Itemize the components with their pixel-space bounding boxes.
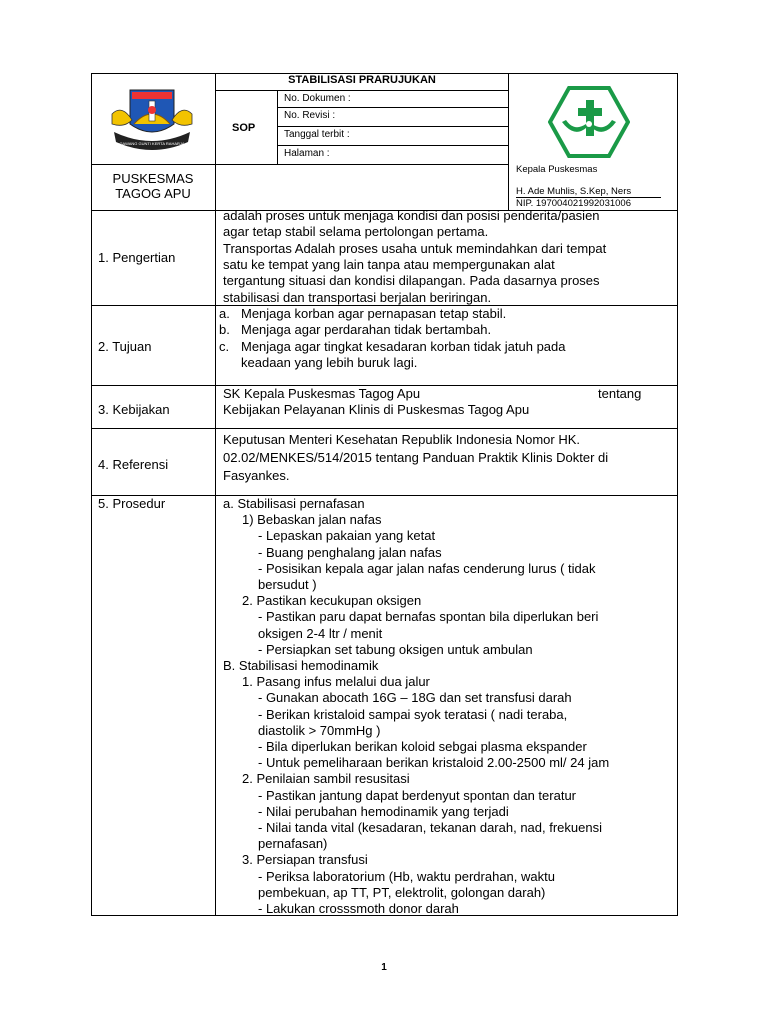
referensi-line: 02.02/MENKES/514/2015 tentang Panduan Praktik Klinis Dokter di (223, 450, 609, 465)
issue-date-field: Tanggal terbit : (284, 129, 350, 140)
puskesmas-hexagon-cross-icon (548, 86, 630, 158)
puskesmas-logo (548, 86, 630, 158)
kebijakan-line1-right: tentang (598, 386, 642, 401)
tujuan-marker: c. (219, 338, 230, 354)
tujuan-item: keadaan yang lebih buruk lagi. (241, 354, 418, 370)
pengertian-line: adalah proses untuk menjaga kondisi dan posisi penderita/pasien (223, 208, 600, 223)
tujuan-item: Menjaga agar perdarahan tidak bertambah. (241, 322, 492, 338)
prosedur-line: pernafasan) (258, 836, 328, 852)
prosedur-line: pembekuan, ap TT, PT, elektrolit, golongan darah) (258, 884, 546, 900)
pengertian-line: satu ke tempat yang lain tanpa atau mempergunakan alat (223, 256, 555, 272)
prosedur-line: - Bila diperlukan berikan koloid sebgai plasma ekspander (258, 739, 587, 754)
kebijakan-line1-left: SK Kepala Puskesmas Tagog Apu (223, 386, 421, 401)
prosedur-line: - Untuk pemeliharaan berikan kristaloid 2.00-2500 ml/ 24 jam (258, 755, 610, 771)
prosedur-line: - Pastikan paru dapat bernafas spontan bila diperlukan beri (258, 609, 599, 625)
page-field: Halaman : (284, 148, 330, 159)
pengertian-line: tergantung situasi dan kondisi dilapangan. Pada dasarnya proses (223, 273, 600, 289)
prosedur-line: 2. Penilaian sambil resusitasi (242, 771, 410, 787)
prosedur-line: 1. Pasang infus melalui dua jalur (242, 674, 430, 690)
prosedur-line: - Gunakan abocath 16G – 18G dan set transfusi darah (258, 690, 572, 706)
kebijakan-label: 3. Kebijakan (98, 402, 170, 417)
prosedur-line: - Nilai tanda vital (kesadaran, tekanan darah, nad, frekuensi (258, 820, 602, 835)
prosedur-line: B. Stabilisasi hemodinamik (223, 658, 379, 673)
pengertian-line: Transportas Adalah proses usaha untuk memindahkan dari tempat (223, 240, 607, 256)
prosedur-line: - Berikan kristaloid sampai syok teratasi ( nadi teraba, (258, 706, 568, 722)
referensi-line: Keputusan Menteri Kesehatan Republik Indonesia Nomor HK. (223, 432, 580, 447)
head-title: Kepala Puskesmas (516, 164, 598, 175)
district-logo-top-text: KABUPATEN BANDUNG BARAT (126, 85, 178, 89)
institution-name-line2: TAGOG APU (115, 186, 191, 201)
sop-label: SOP (232, 122, 256, 134)
tujuan-label: 2. Tujuan (98, 339, 152, 354)
pengertian-line: agar tetap stabil selama pertolongan pertama. (223, 224, 489, 240)
tujuan-marker: a. (219, 306, 230, 321)
tujuan-marker: b. (219, 322, 230, 338)
prosedur-line: 2. Pastikan kecukupan oksigen (242, 593, 422, 609)
prosedur-line: diastolik > 70mmHg ) (258, 722, 381, 738)
revision-field: No. Revisi : (284, 110, 336, 121)
prosedur-line: a. Stabilisasi pernafasan (223, 496, 365, 511)
prosedur-line: 3. Persiapan transfusi (242, 852, 368, 868)
referensi-line: Fasyankes. (223, 468, 290, 483)
sop-title: STABILISASI PRARUJUKAN (288, 74, 436, 86)
prosedur-line: - Lepaskan pakaian yang ketat (258, 528, 436, 544)
district-logo (110, 84, 194, 154)
head-name: H. Ade Muhlis, S.Kep, Ners (516, 186, 632, 197)
district-logo-motto: GAWANG GUNTI KERTA RAHARJA (119, 141, 185, 146)
head-nip: NIP. 197004021992031006 (516, 198, 631, 209)
pengertian-label: 1. Pengertian (98, 250, 176, 265)
prosedur-line: - Lakukan crosssmoth donor darah (258, 901, 459, 916)
prosedur-line: bersudut ) (258, 577, 317, 592)
prosedur-content (0, 496, 678, 914)
prosedur-line: - Posisikan kepala agar jalan nafas cenderung lurus ( tidak (258, 560, 596, 576)
doc-number-field: No. Dokumen : (284, 93, 351, 104)
prosedur-line: - Persiapkan set tabung oksigen untuk ambulan (258, 641, 533, 657)
page-number: 1 (381, 962, 387, 973)
referensi-label: 4. Referensi (98, 457, 169, 472)
pengertian-line: stabilisasi dan transportasi berjalan beriringan. (223, 289, 492, 305)
prosedur-line: oksigen 2-4 ltr / menit (258, 625, 383, 641)
kebijakan-line2: Kebijakan Pelayanan Klinis di Puskesmas Tagog Apu (223, 402, 530, 417)
prosedur-line: - Nilai perubahan hemodinamik yang terjadi (258, 803, 509, 819)
prosedur-line: - Periksa laboratorium (Hb, waktu perdrahan, waktu (258, 868, 555, 884)
prosedur-label: 5. Prosedur (98, 496, 166, 511)
prosedur-line: 1) Bebaskan jalan nafas (242, 512, 382, 528)
prosedur-line: - Buang penghalang jalan nafas (258, 544, 442, 560)
prosedur-line: - Pastikan jantung dapat berdenyut spontan dan teratur (258, 787, 576, 803)
institution-name-line1: PUSKESMAS (112, 171, 194, 186)
tujuan-item: Menjaga korban agar pernapasan tetap stabil. (241, 306, 507, 321)
tujuan-item: Menjaga agar tingkat kesadaran korban tidak jatuh pada (241, 338, 566, 354)
